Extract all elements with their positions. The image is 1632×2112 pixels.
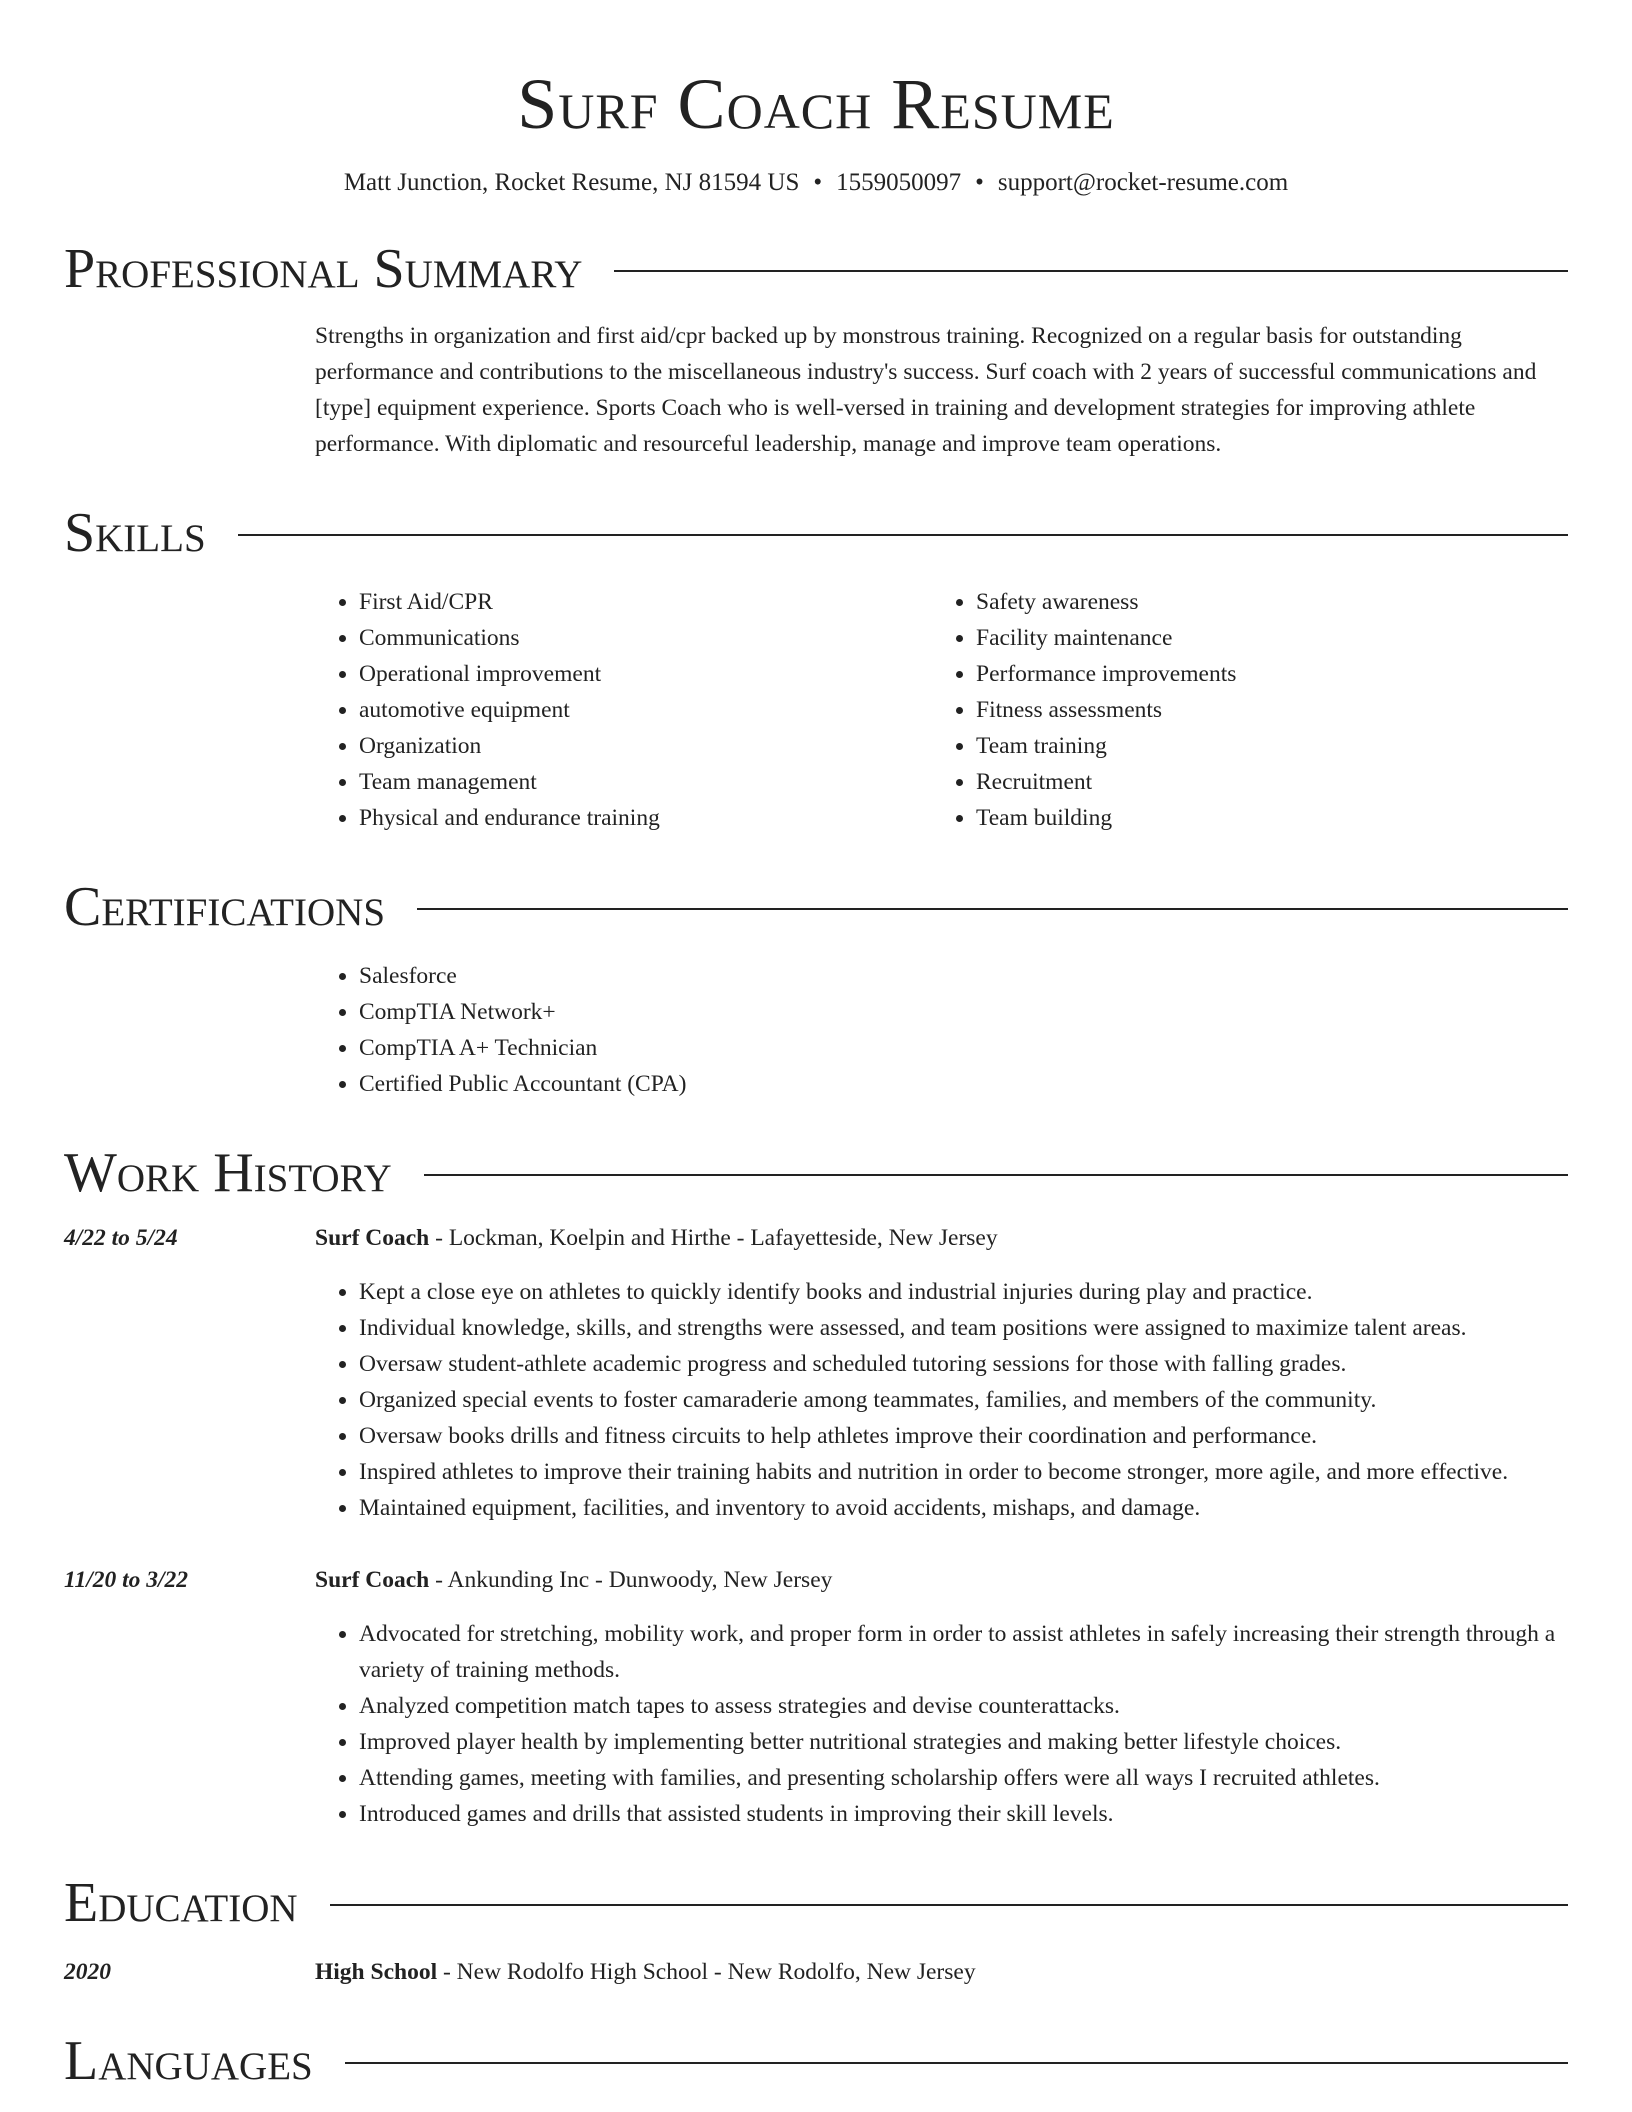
section-divider <box>424 1174 1568 1176</box>
skill-item: • Safety awareness <box>976 584 1549 620</box>
contact-phone: 1559050097 <box>836 169 962 196</box>
job-duty: • Introduced games and drills that assisted students in improving their skill levels. <box>359 1796 1568 1832</box>
education-section-header <box>64 1872 1568 1934</box>
certifications-section-header <box>64 876 1568 938</box>
work-section-header <box>64 1142 1568 1204</box>
work-heading: Work History <box>64 1142 392 1204</box>
skills-right-column <box>932 584 1549 836</box>
certifications-heading: Certifications <box>64 876 386 938</box>
skill-item: • automotive equipment <box>359 692 932 728</box>
contact-address: Matt Junction, Rocket Resume, NJ 81594 US <box>343 169 800 196</box>
skill-item: • Team building <box>976 800 1549 836</box>
section-divider <box>345 2062 1568 2064</box>
skill-item: • Performance improvements <box>976 656 1549 692</box>
education-headline <box>315 1954 976 1990</box>
job-duty: • Inspired athletes to improve their training habits and nutrition in order to become stronger, more agile, and more effective. <box>359 1454 1568 1490</box>
resume-title: Surf Coach Resume <box>517 64 1115 144</box>
skill-item: • Communications <box>359 620 932 656</box>
section-divider <box>330 1904 1568 1906</box>
education-year: 2020 <box>64 1959 111 1985</box>
job-duty: • Advocated for stretching, mobility work, and proper form in order to assist athletes in safely increasing their strength through a variety of training methods. <box>359 1616 1568 1688</box>
job-dates: 4/22 to 5/24 <box>64 1225 178 1251</box>
section-divider <box>238 534 1568 536</box>
job-duty: • Oversaw student-athlete academic progress and scheduled tutoring sessions for those with falling grades. <box>359 1346 1568 1382</box>
summary-text: Strengths in organization and first aid/cpr backed up by monstrous training. Recognized on a regular basis for outstanding performance and contributions to the miscellaneous industry's success. Surf coach with 2 years of successful communications and [type] equipment experience. Sports Coach who is well-versed in training and development strategies for improving athlete performance. With diplomatic and resourceful leadership, manage and improve team operations. <box>315 323 1537 457</box>
skill-item: • Operational improvement <box>359 656 932 692</box>
skills-grid <box>64 584 1568 836</box>
summary-heading: Professional Summary <box>64 238 583 300</box>
skill-item: • Recruitment <box>976 764 1549 800</box>
job-duty: • Improved player health by implementing better nutritional strategies and making better lifestyle choices. <box>359 1724 1568 1760</box>
skill-item: • Fitness assessments <box>976 692 1549 728</box>
languages-section-header <box>64 2030 1568 2092</box>
certification-item: • CompTIA Network+ <box>359 994 1568 1030</box>
skills-section-header <box>64 502 1568 564</box>
skill-item: • Team training <box>976 728 1549 764</box>
section-divider <box>417 908 1568 910</box>
certifications-list <box>315 958 1568 1102</box>
contact-separator: • <box>813 169 823 196</box>
job-employer: - Ankunding Inc - Dunwoody, New Jersey <box>429 1567 833 1593</box>
education-degree: High School <box>315 1959 438 1985</box>
section-divider <box>614 270 1568 272</box>
skill-item: • Organization <box>359 728 932 764</box>
job-headline <box>315 1220 1568 1256</box>
contact-email: support@rocket-resume.com <box>997 169 1289 196</box>
job-dates: 11/20 to 3/22 <box>64 1567 189 1593</box>
job-entry <box>64 1220 1568 1526</box>
skills-heading: Skills <box>64 502 206 564</box>
job-title: Surf Coach <box>315 1225 430 1251</box>
languages-heading: Languages <box>64 2030 313 2092</box>
contact-separator: • <box>975 169 984 196</box>
education-entry <box>64 1954 1568 1990</box>
certification-item: • Certified Public Accountant (CPA) <box>359 1066 1568 1102</box>
skills-left-column <box>315 584 932 836</box>
certification-item: • Salesforce <box>359 958 1568 994</box>
job-duty: • Oversaw books drills and fitness circuits to help athletes improve their coordination and performance. <box>359 1418 1568 1454</box>
skill-item: • Physical and endurance training <box>359 800 932 836</box>
job-duty: • Individual knowledge, skills, and strengths were assessed, and team positions were assigned to maximize talent areas. <box>359 1310 1568 1346</box>
job-duty: • Attending games, meeting with families, and presenting scholarship offers were all ways I recruited athletes. <box>359 1760 1568 1796</box>
skill-item: • Facility maintenance <box>976 620 1549 656</box>
job-duty: • Organized special events to foster camaraderie among teammates, families, and members of the community. <box>359 1382 1568 1418</box>
job-duty: • Kept a close eye on athletes to quickly identify books and industrial injuries during play and practice. <box>359 1274 1568 1310</box>
job-title: Surf Coach <box>315 1567 430 1593</box>
summary-section-header <box>64 238 1568 300</box>
job-duties-list <box>315 1616 1568 1832</box>
skill-item: • First Aid/CPR <box>359 584 932 620</box>
job-duty: • Analyzed competition match tapes to assess strategies and devise counterattacks. <box>359 1688 1568 1724</box>
job-duty: • Maintained equipment, facilities, and inventory to avoid accidents, mishaps, and damage. <box>359 1490 1568 1526</box>
job-duties-list <box>315 1274 1568 1526</box>
job-entry <box>64 1562 1568 1832</box>
education-school: - New Rodolfo High School - New Rodolfo, New Jersey <box>437 1959 976 1985</box>
job-employer: - Lockman, Koelpin and Hirthe - Lafayetteside, New Jersey <box>429 1225 998 1251</box>
job-headline <box>315 1562 1568 1598</box>
skill-item: • Team management <box>359 764 932 800</box>
contact-line <box>64 168 1568 198</box>
certification-item: • CompTIA A+ Technician <box>359 1030 1568 1066</box>
education-heading: Education <box>64 1872 298 1934</box>
